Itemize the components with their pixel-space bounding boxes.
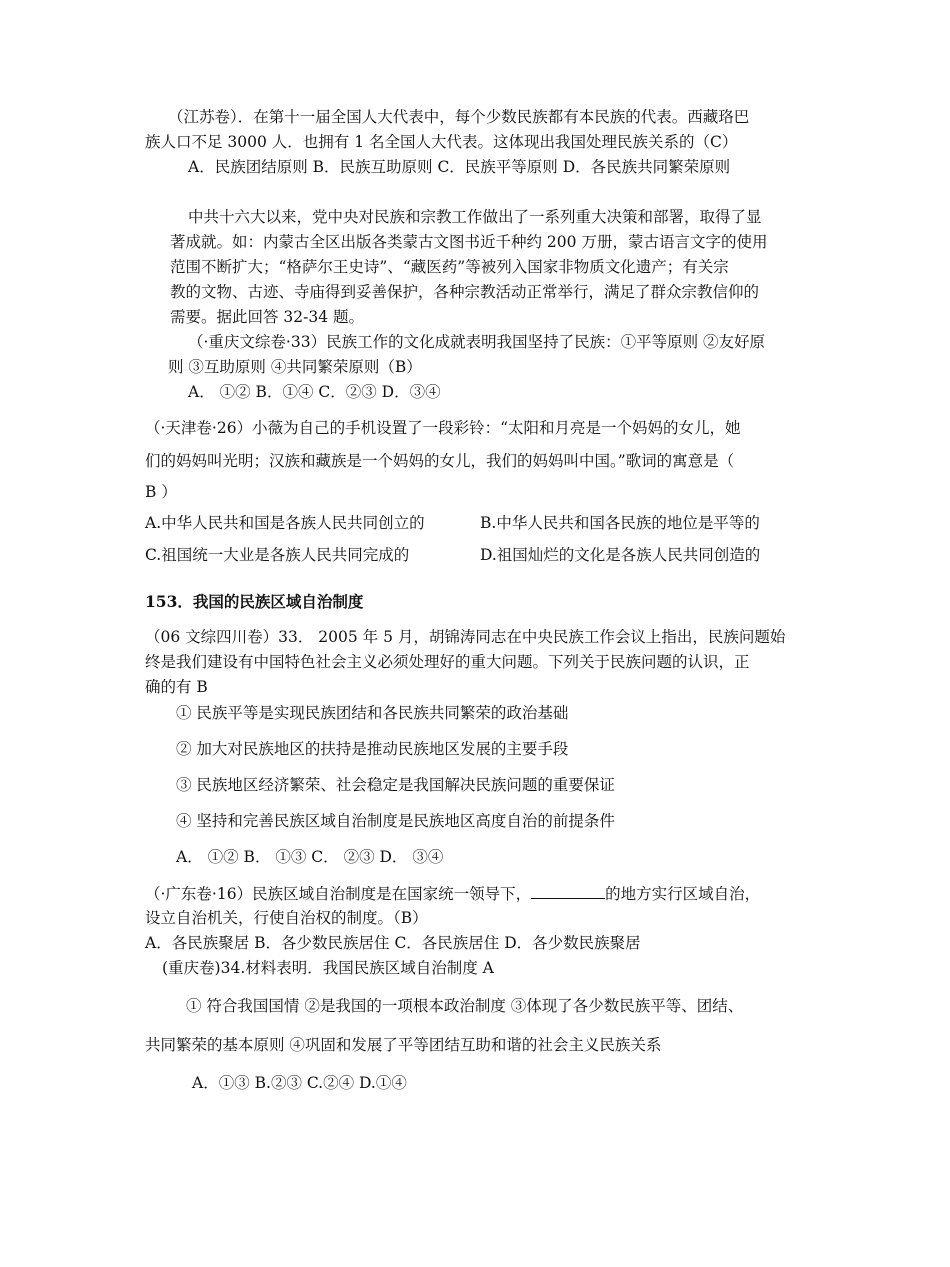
material-line-4: 教的文物、古迹、寺庙得到妥善保护，各种宗教活动正常举行，满足了群众宗教信仰的	[170, 283, 760, 301]
q4-options: A． ①② B． ①③ C． ②③ D． ③④	[176, 848, 444, 866]
q3-line2: 们的妈妈叫光明；汉族和藏族是一个妈妈的女儿，我们的妈妈叫中国。”歌词的寓意是（	[145, 452, 735, 470]
q4-item-3: ③ 民族地区经济繁荣、社会稳定是我国解决民族问题的重要保证	[176, 776, 615, 794]
q1-options: A．民族团结原则 B．民族互助原则 C．民族平等原则 D．各民族共同繁荣原则	[188, 158, 731, 176]
section-heading: 153．我国的民族区域自治制度	[145, 592, 364, 611]
q3-line1: （·天津卷·26）小薇为自己的手机设置了一段彩铃：“太阳和月亮是一个妈妈的女儿，她	[145, 419, 741, 437]
q4-item-1: ① 民族平等是实现民族团结和各民族共同繁荣的政治基础	[176, 704, 569, 722]
q5-line1	[145, 882, 760, 905]
material-line-2: 著成就。如：内蒙古全区出版各类蒙古文图书近千种约 200 万册，蒙古语言文字的使用	[170, 233, 768, 251]
q4-line3: 确的有 B	[145, 678, 208, 696]
q5-line1-post: 的地方实行区域自治，	[605, 885, 761, 903]
material-line-3: 范围不断扩大；“格萨尔王史诗”、“藏医药”等被列入国家非物质文化遗产；有关宗	[170, 258, 729, 276]
q3-option-a: A.中华人民共和国是各族人民共同创立的	[145, 514, 425, 532]
q4-item-2: ② 加大对民族地区的扶持是推动民族地区发展的主要手段	[176, 740, 569, 758]
q6-options: A．①③ B.②③ C.②④ D.①④	[192, 1074, 407, 1092]
q1-line2: 族人口不足 3000 人．也拥有 1 名全国人大代表。这体现出我国处理民族关系的（C）	[145, 133, 738, 151]
q4-line1: （06 文综四川卷）33． 2005 年 5 月，胡锦涛同志在中央民族工作会议上指出，民族问题始	[145, 628, 786, 646]
material-line-1: 中共十六大以来，党中央对民族和宗教工作做出了一系列重大决策和部署，取得了显	[188, 208, 762, 226]
q3-option-c: C.祖国统一大业是各族人民共同完成的	[145, 546, 410, 564]
q5-line1-pre: （·广东卷·16）民族区域自治制度是在国家统一领导下，	[145, 885, 532, 903]
answer-blank	[531, 882, 605, 899]
material-line-5: 需要。据此回答 32-34 题。	[170, 308, 365, 326]
q6-line2: ① 符合我国国情 ②是我国的一项根本政治制度 ③体现了各少数民族平等、团结、	[186, 997, 744, 1015]
q3-line3: B ）	[145, 483, 177, 501]
q5-options: A．各民族聚居 B．各少数民族居住 C．各民族居住 D．各少数民族聚居	[145, 934, 641, 952]
q2-options: A． ①② B．①④ C．②③ D．③④	[188, 383, 441, 401]
q4-line2: 终是我们建设有中国特色社会主义必须处理好的重大问题。下列关于民族问题的认识，正	[145, 653, 750, 671]
q6-line3: 共同繁荣的基本原则 ④巩固和发展了平等团结互助和谐的社会主义民族关系	[145, 1036, 662, 1054]
q3-option-b: B.中华人民共和国各民族的地位是平等的	[480, 514, 760, 532]
q1-line1: （江苏卷）．在第十一届全国人大代表中，每个少数民族都有本民族的代表。西藏珞巴	[168, 108, 750, 126]
q2-line2: 则 ③互助原则 ④共同繁荣原则（B）	[168, 358, 422, 376]
q3-option-d: D.祖国灿烂的文化是各族人民共同创造的	[480, 546, 761, 564]
q6-line1: (重庆卷)34.材料表明．我国民族区域自治制度 A	[162, 959, 494, 977]
q2-line1: （·重庆文综卷·33）民族工作的文化成就表明我国坚持了民族：①平等原则 ②友好原	[188, 333, 766, 351]
q4-item-4: ④ 坚持和完善民族区域自治制度是民族地区高度自治的前提条件	[176, 812, 615, 830]
q5-line2: 设立自治机关，行使自治权的制度。（B）	[145, 909, 428, 927]
